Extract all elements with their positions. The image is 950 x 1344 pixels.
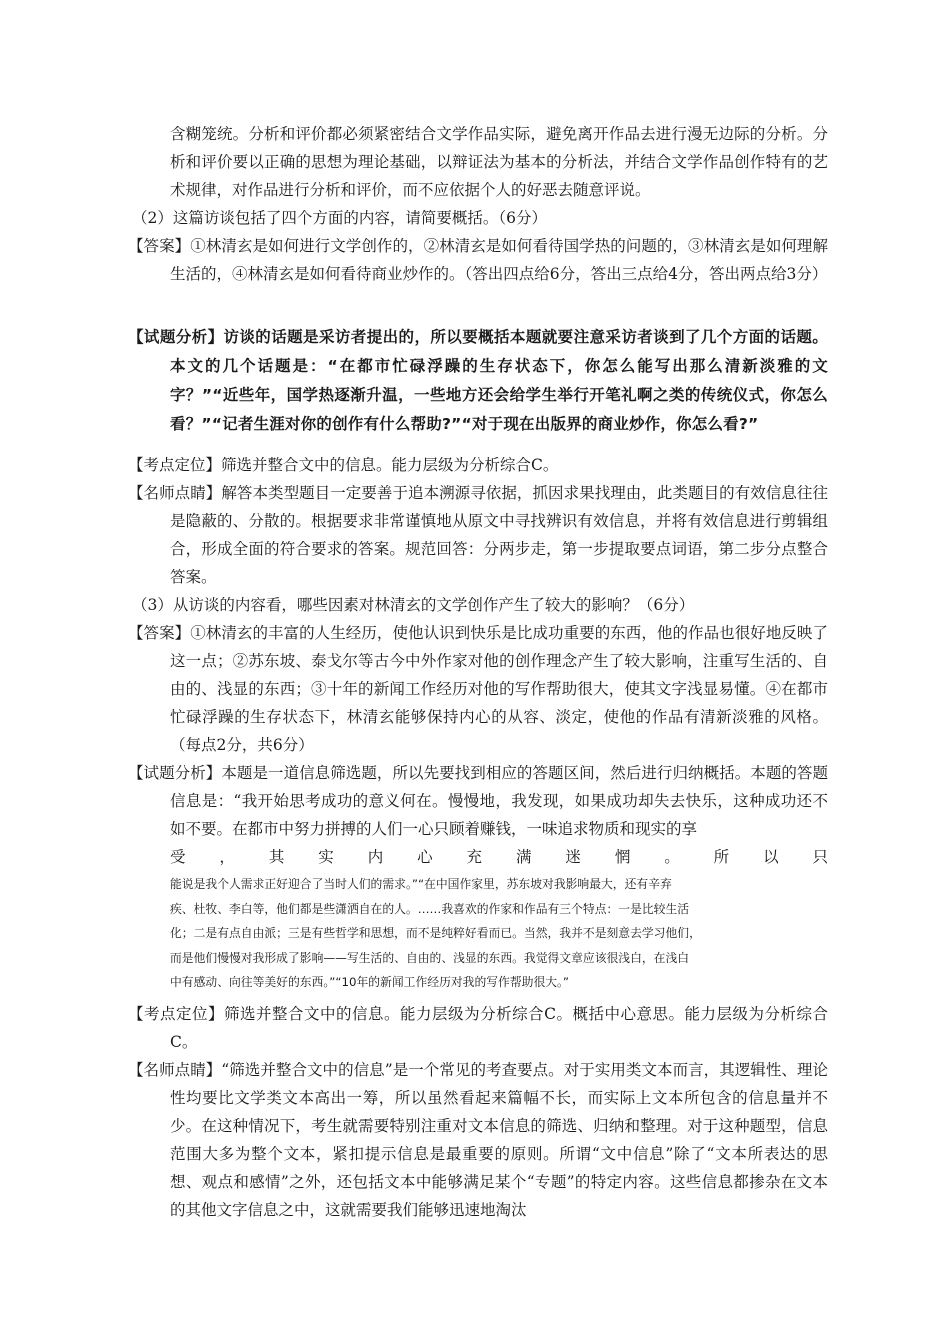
- quoted-excerpt-line: 能说是我个人需求正好迎合了当时人们的需求。”“在中国作家里，苏东坡对我影响最大，还有辛弃: [170, 877, 672, 891]
- question-2-text: （2）这篇访谈包括了四个方面的内容，请简要概括。（6分）: [132, 209, 547, 227]
- question-3-mingshi-block: [128, 1056, 828, 1224]
- question-2-mingshi: 【名师点睛】解答本类型题目一定要善于追本溯源寻依据，抓因求果找理由，此类题目的有效信息往往是隐蔽的、分散的。根据要求非常谨慎地从原文中寻找辨识有效信息，并将有效信息进行剪辑组合，形成全面的符合要求的答案。规范回答：分两步走，第一步提取要点词语，第二步分点整合答案。: [128, 484, 828, 586]
- question-3-kaodian: 【考点定位】筛选并整合文中的信息。能力层级为分析综合C。概括中心意思。能力层级为分析综合C。: [128, 1005, 828, 1051]
- quoted-excerpt-line: 化；二是有点自由派；三是有些哲学和思想，而不是纯粹好看而已。当然，我并不是刻意去学习他们，: [170, 926, 701, 940]
- question-2-analysis: [128, 323, 828, 439]
- question-2-kaodian: 【考点定位】筛选并整合文中的信息。能力层级为分析综合C。: [128, 456, 559, 474]
- quoted-excerpt-line: 疾、杜牧、李白等，他们都是些潇洒自在的人。……我喜欢的作家和作品有三个特点：一是比较生活: [170, 901, 690, 916]
- quoted-excerpt-line: 中有感动、向往等美好的东西。”“10年的新闻工作经历对我的写作帮助很大。”: [170, 975, 570, 989]
- question-3-notes: [128, 1000, 828, 1056]
- quoted-excerpt-line: 而是他们慢慢对我形成了影响——写生活的、自由的、浅显的东西。我觉得文章应该很浅白，在浅白: [170, 950, 690, 965]
- question-2: [128, 204, 828, 288]
- question-3-analysis-spread-line: 受，其实内心充满迷惘。所以只: [170, 848, 828, 866]
- question-3-text: （3）从访谈的内容看，哪些因素对林清玄的文学创作产生了较大的影响？（6分）: [132, 596, 695, 614]
- question-3-analysis: [128, 759, 828, 871]
- question-2-analysis-text: 【试题分析】访谈的话题是采访者提出的，所以要概括本题就要注意采访者谈到了几个方面的话题。本文的几个话题是：“在都市忙碌浮躁的生存状态下，你怎么能写出那么清新淡雅的文字？”“近些年，国学热逐渐升温，一些地方还会给学生举行开笔礼啊之类的传统仪式，你怎么看？”“记者生涯对你的创作有什么帮助?”“对于现在出版界的商业炒作，你怎么看?”: [128, 328, 828, 433]
- question-3: [128, 591, 828, 759]
- question-2-answer: 【答案】①林清玄是如何进行文学创作的，②林清玄是如何看待国学热的问题的，③林清玄是如何理解生活的，④林清玄是如何看待商业炒作的。（答出四点给6分，答出三点给4分，答出两点给3分）: [128, 237, 828, 283]
- quoted-excerpt: [128, 872, 828, 995]
- question-3-analysis-text: 【试题分析】本题是一道信息筛选题，所以先要找到相应的答题区间，然后进行归纳概括。本题的答题信息是：“我开始思考成功的意义何在。慢慢地，我发现，如果成功却失去快乐，这种成功还不如不要。在都市中努力拼搏的人们一心只顾着赚钱，一味追求物质和现实的享: [128, 764, 828, 838]
- question-2-notes: [128, 451, 828, 591]
- question-3-answer: 【答案】①林清玄的丰富的人生经历，使他认识到快乐是比成功重要的东西，他的作品也很好地反映了这一点；②苏东坡、泰戈尔等古今中外作家对他的创作理念产生了较大影响，注重写生活的、自由的、浅显的东西；③十年的新闻工作经历对他的写作帮助很大，使其文字浅显易懂。④在都市忙碌浮躁的生存状态下，林清玄能够保持内心的从容、淡定，使他的作品有清新淡雅的风格。（每点2分，共6分）: [128, 624, 828, 754]
- paragraph-text: 含糊笼统。分析和评价都必须紧密结合文学作品实际，避免离开作品去进行漫无边际的分析。分析和评价要以正确的思想为理论基础，以辩证法为基本的分析法，并结合文学作品创作特有的艺术规律，对作品进行分析和评价，而不应依据个人的好恶去随意评说。: [170, 125, 828, 199]
- question-3-mingshi: 【名师点睛】“筛选并整合文中的信息”是一个常见的考查要点。对于实用类文本而言，其逻辑性、理论性均要比文学类文本高出一筹，所以虽然看起来篇幅不长，而实际上文本所包含的信息量并不少。在这种情况下，考生就需要特别注重对文本信息的筛选、归纳和整理。对于这种题型，信息范围大多为整个文本，紧扣提示信息是最重要的原则。所谓“文中信息”除了“文本所表达的思想、观点和感情”之外，还包括文本中能够满足某个“专题”的特定内容。这些信息都掺杂在文本的其他文字信息之中，这就需要我们能够迅速地淘汰: [128, 1061, 828, 1219]
- continued-paragraph: [128, 120, 828, 204]
